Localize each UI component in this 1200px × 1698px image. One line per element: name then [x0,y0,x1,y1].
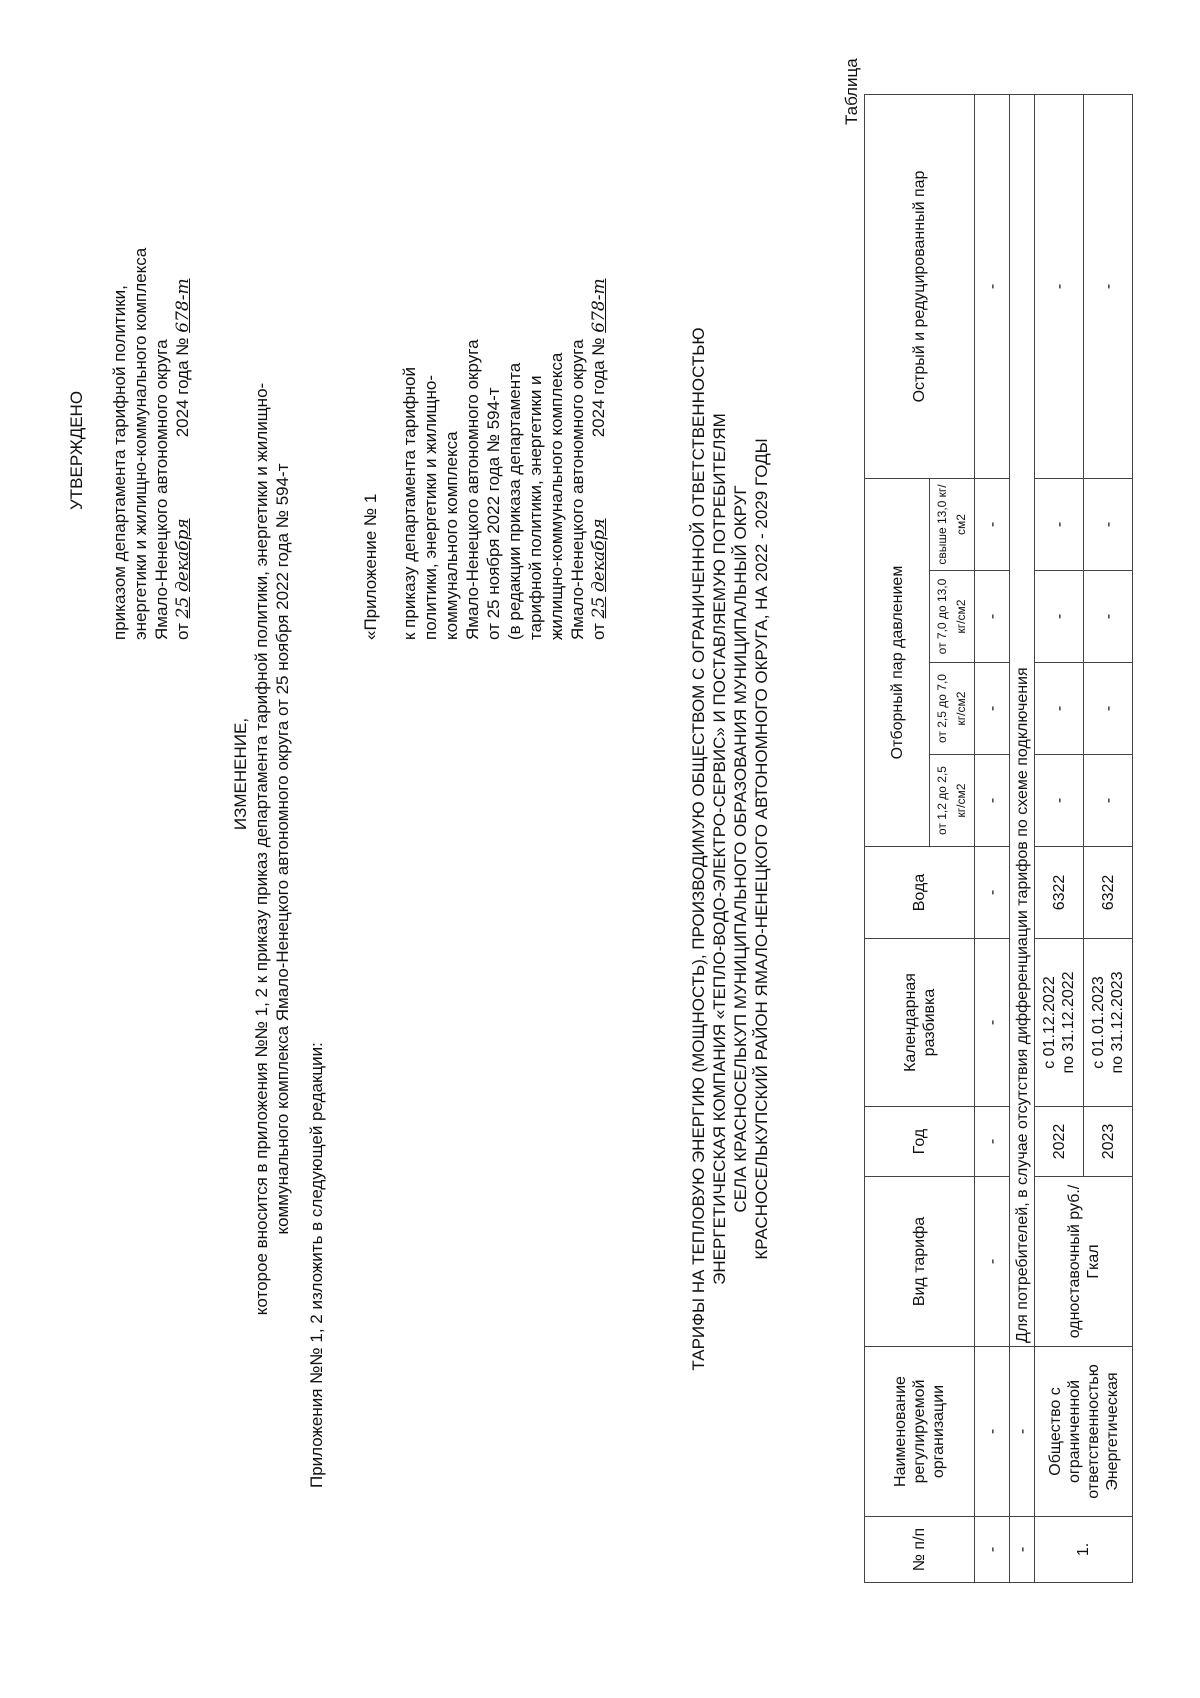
table-row: 1. Общество с ограниченной ответственностью Энергетическая одноставочный руб./Гкал 2022 с 01.12.2022 по 31.12.2022 6322 - - - - - [1035,94,1084,1582]
header-pressure-2: от 2,5 до 7,0 кг/см2 [930,663,975,755]
appendix-title: «Приложение № 1 [361,493,380,640]
appendix-line-2: политики, энергетики и жилищно- [421,375,440,640]
row1-calendar-2023: с 01.01.2023 по 31.12.2023 [1084,939,1133,1107]
tariff-title-line-3: СЕЛА КРАСНОСЕЛЬКУП МУНИЦИПАЛЬНОГО ОБРАЗОВАНИЯ МУНИЦИПАЛЬНЫЙ ОКРУГ [731,485,750,1213]
row1-water-2022: 6322 [1035,847,1084,939]
row1-water-2023: 6322 [1084,847,1133,939]
table-row: 2023 с 01.01.2023 по 31.12.2023 6322 - - - - - [1084,94,1133,1582]
appendix-line-8: жилищно-коммунального комплекса [547,352,566,640]
appendix-line-7: тарифной политики, энергетики и [526,375,545,640]
handwritten-month: декабря [589,518,609,593]
row1-tariff-type: одноставочный руб./Гкал [1035,1177,1133,1347]
header-tariff-type: Вид тарифа [865,1177,975,1347]
appendix-date: от 25 декабря 2024 года № 678-т [589,278,609,640]
row1-year-2023: 2023 [1084,1107,1133,1177]
header-calendar: Календарная разбивка [865,939,975,1107]
header-water: Вода [865,847,975,939]
tariff-title-line-2: ЭНЕРГЕТИЧЕСКАЯ КОМПАНИЯ «ТЕПЛО-ВОДО-ЭЛЕКТРО-СЕРВИС» И ПОСТАВЛЯЕМУЮ ПОТРЕБИТЕЛЯМ [710,413,729,1285]
approval-block [66,80,194,640]
header-pressure-4: свыше 13,0 кг/см2 [930,478,975,570]
header-steam: Отборный пар давлением [865,478,930,846]
intro-text: Приложения №№ 1, 2 изложить в следующей редакции: [307,1042,326,1488]
handwritten-month: декабря [173,518,193,593]
change-header [230,0,293,1698]
change-line-2: коммунального комплекса Ямало-Ненецкого автономного округа от 25 ноября 2022 года № 594-т [273,463,292,1235]
appendix-line-6: (в редакции приказа департамента [505,362,524,640]
appendix-line-1: к приказу департамента тарифной [400,366,419,640]
appendix-line-3: коммунального комплекса [442,431,461,640]
row1-calendar-2022: с 01.12.2022 по 31.12.2022 [1035,939,1084,1107]
table-header-row [865,94,930,1582]
handwritten-day: 25 [173,596,193,619]
header-org: Наименование регулируемой организации [865,1347,975,1517]
header-sharp-steam: Острый и редуцированный пар [865,94,975,478]
row1-num: 1. [1035,1517,1133,1583]
handwritten-day: 25 [589,596,609,619]
row1-org: Общество с ограниченной ответственностью Энергетическая [1035,1347,1133,1517]
table-caption: Таблица [842,58,861,125]
appendix-line-4: Ямало-Ненецкого автономного округа [463,339,482,640]
tariff-title-line-1: ТАРИФЫ НА ТЕПЛОВУЮ ЭНЕРГИЮ (МОЩНОСТЬ), ПРОИЗВОДИМУЮ ОБЩЕСТВОМ С ОГРАНИЧЕННОЙ ОТВЕТСТВЕННОСТЬЮ [689,327,708,1371]
header-num: № п/п [865,1517,975,1583]
table-section-row: - - Для потребителей, в случае отсутствия дифференциации тарифов по схеме подключения [1010,94,1035,1582]
approval-line-3: Ямало-Ненецкого автономного округа [152,339,171,640]
appendix-line-5: от 25 ноября 2022 года № 594-т [484,387,503,640]
row1-year-2022: 2022 [1035,1107,1084,1177]
tariff-title-line-4: КРАСНОСЕЛЬКУПСКИЙ РАЙОН ЯМАЛО-НЕНЕЦКОГО АВТОНОМНОГО ОКРУГА, НА 2022 - 2029 ГОДЫ [752,438,771,1260]
appendix-line-9: Ямало-Ненецкого автономного округа [568,339,587,640]
appendix-block [360,80,610,640]
approval-line-1: приказом департамента тарифной политики, [110,285,129,640]
table-row: - - - - - - - - - - - [975,94,1010,1582]
approval-title: УТВЕРЖДЕНО [67,390,86,510]
tariff-title [688,0,772,1698]
header-year: Год [865,1107,975,1177]
tariff-table [864,94,1133,1583]
approval-date: от 25 декабря 2024 года № 678-т [173,278,193,640]
handwritten-number: 678-т [589,278,609,333]
change-title: ИЗМЕНЕНИЕ, [231,717,250,831]
header-pressure-1: от 1,2 до 2,5 кг/см2 [930,755,975,847]
change-line-1: которое вносится в приложения №№ 1, 2 к приказу приказ департамента тарифной политики, энергетики и жилищно- [252,382,271,1316]
handwritten-number: 678-т [173,278,193,333]
header-pressure-3: от 7,0 до 13,0 кг/см2 [930,571,975,663]
approval-line-2: энергетики и жилищно-коммунального комплекса [131,247,150,640]
section-label: Для потребителей, в случае отсутствия дифференциации тарифов по схеме подключения [1010,94,1035,1346]
